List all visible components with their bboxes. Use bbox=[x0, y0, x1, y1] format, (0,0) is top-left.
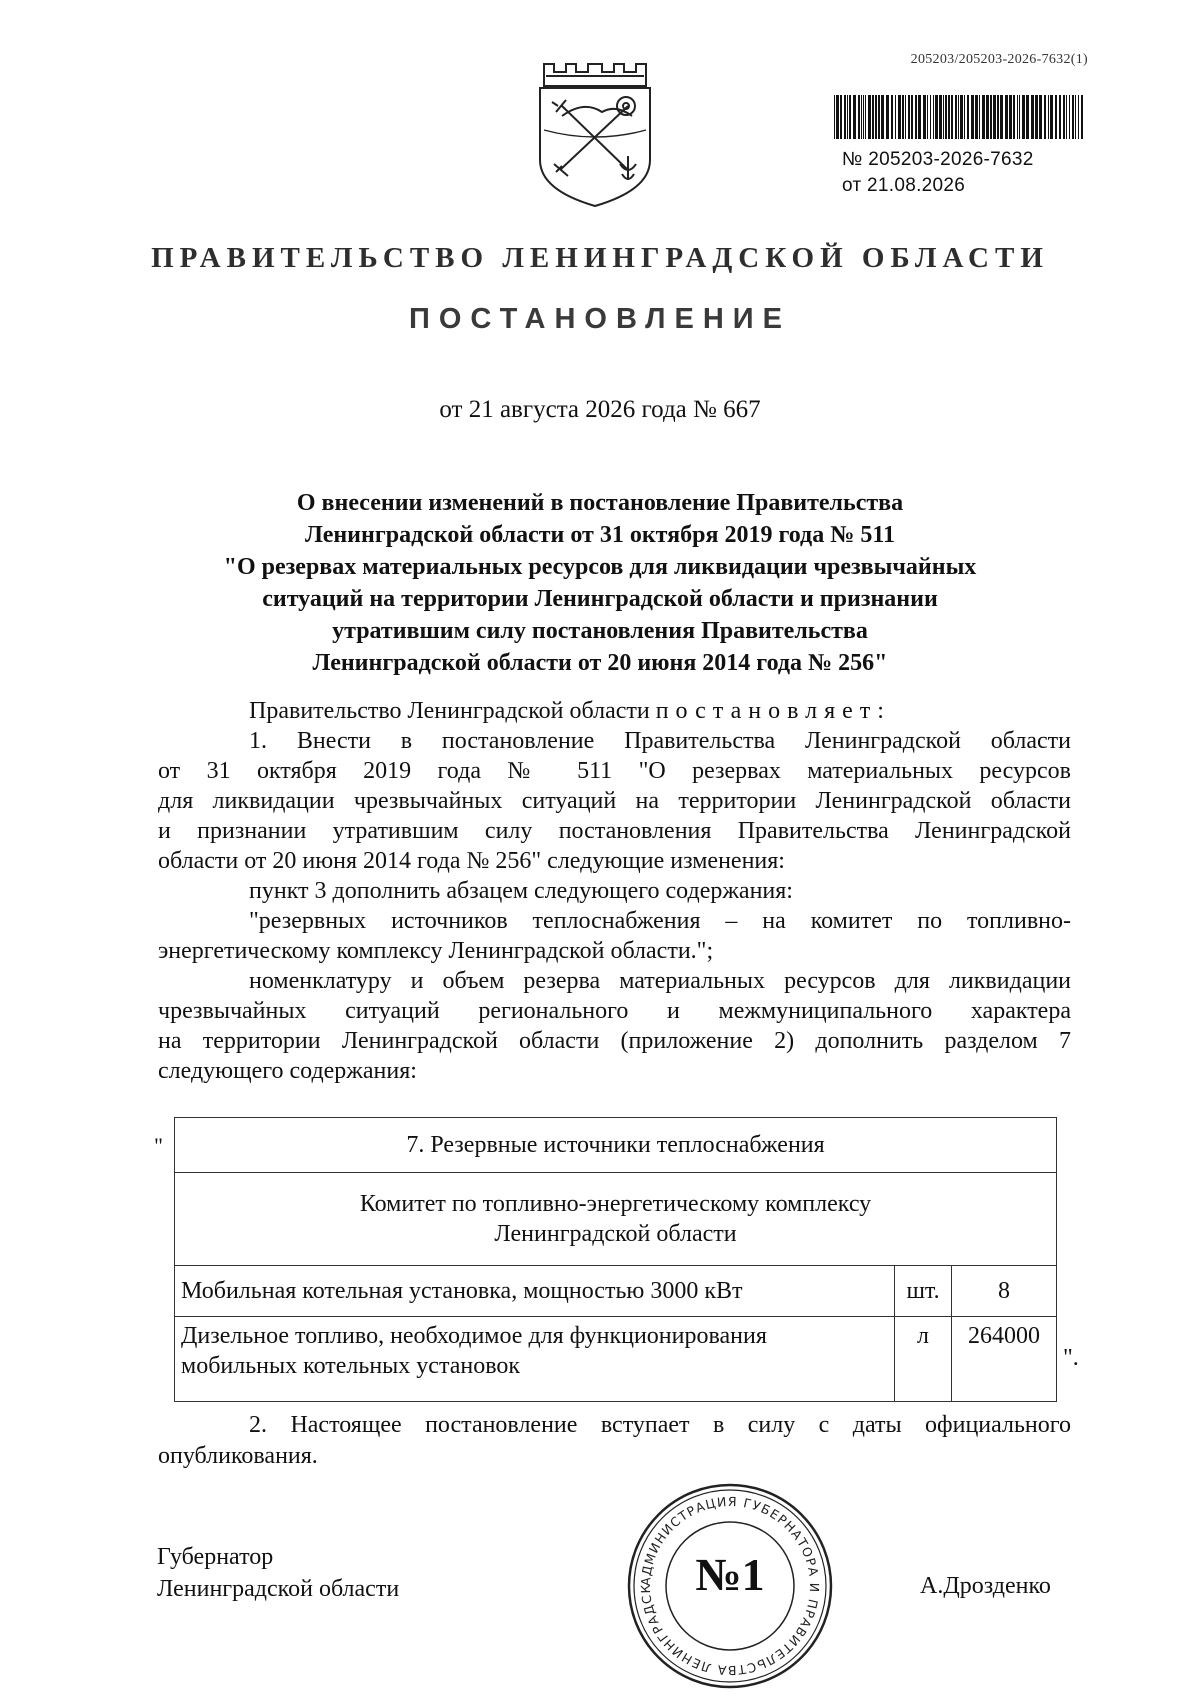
subject-line: "О резервах материальных ресурсов для ликвидации чрезвычайных bbox=[223, 554, 977, 580]
table-row bbox=[175, 1118, 1057, 1173]
barcode-bar bbox=[1039, 95, 1042, 139]
nomenclature-paragraph-line: номенклатуру и объем резерва материальных ресурсов для ликвидации bbox=[249, 968, 1071, 994]
barcode-bar bbox=[1048, 95, 1049, 139]
subject-line: Ленинградской области от 31 октября 2019 года № 511 bbox=[304, 522, 895, 548]
barcode-bar bbox=[844, 95, 846, 139]
barcode-bar bbox=[964, 95, 965, 139]
registration-number: № 205203-2026-7632 bbox=[842, 149, 1034, 170]
signer-position bbox=[157, 1541, 399, 1605]
barcode-bar bbox=[1072, 95, 1074, 139]
stamp-number: №1 bbox=[695, 1549, 765, 1600]
barcode bbox=[832, 95, 1086, 139]
nomenclature-paragraph-line: на территории Ленинградской области (приложение 2) дополнить разделом 7 bbox=[158, 1028, 1071, 1054]
official-stamp bbox=[626, 1482, 834, 1690]
barcode-bar bbox=[955, 95, 957, 139]
barcode-bar bbox=[982, 95, 985, 139]
barcode-bar bbox=[948, 95, 950, 139]
subject-line: О внесении изменений в постановление Правительства bbox=[296, 490, 904, 516]
nomenclature-paragraph-line: чрезвычайных ситуаций регионального и межмуниципального характера bbox=[158, 998, 1071, 1024]
barcode-bar bbox=[865, 95, 866, 139]
paragraph-2-line: 2. Настоящее постановление вступает в силу с даты официального bbox=[249, 1412, 1071, 1438]
barcode-bar bbox=[836, 95, 839, 139]
table-quote-close: ". bbox=[1063, 1345, 1079, 1371]
document-id: 205203/205203-2026-7632(1) bbox=[910, 52, 1088, 67]
amendment-table bbox=[174, 1117, 1057, 1402]
barcode-bar bbox=[943, 95, 944, 139]
barcode-bar bbox=[908, 95, 910, 139]
barcode-bar bbox=[1031, 95, 1034, 139]
barcode-bar bbox=[927, 95, 928, 139]
government-title: ПРАВИТЕЛЬСТВО ЛЕНИНГРАДСКОЙ ОБЛАСТИ bbox=[151, 242, 1049, 274]
barcode-bar bbox=[1081, 95, 1083, 139]
table-quote-open: " bbox=[154, 1133, 163, 1158]
barcode-bar bbox=[863, 95, 864, 139]
paragraph-1-line: 1. Внести в постановление Правительства Ленинградской области bbox=[249, 728, 1071, 754]
barcode-bar bbox=[872, 95, 874, 139]
paragraph-2-line: опубликования. bbox=[158, 1443, 318, 1469]
quoted-paragraph-line: энергетическому комплексу Ленинградской области."; bbox=[158, 938, 714, 964]
barcode-bar bbox=[840, 95, 842, 139]
document-date-number: от 21 августа 2026 года № 667 bbox=[439, 396, 761, 423]
barcode-bar bbox=[861, 95, 862, 139]
barcode-bar bbox=[997, 95, 999, 139]
barcode-bar bbox=[918, 95, 921, 139]
barcode-bar bbox=[1066, 95, 1067, 139]
committee-cell bbox=[175, 1173, 1057, 1266]
barcode-bar bbox=[847, 95, 848, 139]
barcode-bar bbox=[933, 95, 934, 139]
point-3-paragraph: пункт 3 дополнить абзацем следующего содержания: bbox=[249, 878, 793, 904]
table-row bbox=[175, 1173, 1057, 1266]
barcode-bar bbox=[1063, 95, 1065, 139]
section-heading-cell: 7. Резервные источники теплоснабжения bbox=[175, 1118, 1057, 1173]
barcode-bar bbox=[945, 95, 947, 139]
subject-line: утратившим силу постановления Правительства bbox=[332, 618, 868, 644]
barcode-bar bbox=[1013, 95, 1015, 139]
barcode-bar bbox=[1026, 95, 1029, 139]
subject-line: Ленинградской области от 20 июня 2014 года № 256" bbox=[312, 650, 888, 676]
barcode-bar bbox=[886, 95, 889, 139]
barcode-bar bbox=[1050, 95, 1053, 139]
barcode-bar bbox=[849, 95, 851, 139]
barcode-bar bbox=[1078, 95, 1079, 139]
item-line: Дизельное топливо, необходимое для функционирования bbox=[181, 1323, 767, 1349]
quoted-paragraph-line: "резервных источников теплоснабжения – на комитет по топливно- bbox=[249, 908, 1071, 934]
paragraph-1-line: от 31 октября 2019 года № 511 "О резервах материальных ресурсов bbox=[158, 758, 1071, 784]
barcode-bar bbox=[993, 95, 996, 139]
barcode-bar bbox=[915, 95, 917, 139]
signer-position-line: Губернатор bbox=[157, 1544, 274, 1570]
barcode-bar bbox=[1009, 95, 1012, 139]
signer-position-line: Ленинградской области bbox=[157, 1576, 400, 1602]
preamble-subject: Правительство Ленинградской области bbox=[249, 698, 650, 724]
paragraph-1-line: и признании утратившим силу постановления Правительства Ленинградской bbox=[158, 818, 1071, 844]
barcode-bar bbox=[902, 95, 904, 139]
table-row bbox=[175, 1317, 1057, 1402]
barcode-bar bbox=[895, 95, 896, 139]
item-cell bbox=[175, 1266, 895, 1317]
barcode-bar bbox=[878, 95, 880, 139]
barcode-bar bbox=[979, 95, 980, 139]
item-line: Мобильная котельная установка, мощностью 3000 кВт bbox=[181, 1278, 743, 1304]
paragraph-1-line: области от 20 июня 2014 года № 256" следующие изменения: bbox=[158, 848, 785, 874]
barcode-bar bbox=[905, 95, 906, 139]
barcode-bar bbox=[1059, 95, 1061, 139]
barcode-bar bbox=[1019, 95, 1020, 139]
barcode-bar bbox=[853, 95, 856, 139]
barcode-bar bbox=[967, 95, 969, 139]
barcode-bar bbox=[990, 95, 992, 139]
barcode-bar bbox=[923, 95, 926, 139]
barcode-bar bbox=[1000, 95, 1003, 139]
barcode-bar bbox=[1017, 95, 1018, 139]
item-cell bbox=[175, 1317, 895, 1402]
barcode-bar bbox=[875, 95, 877, 139]
barcode-bar bbox=[834, 95, 835, 139]
table-row bbox=[175, 1266, 1057, 1317]
barcode-bar bbox=[1005, 95, 1008, 139]
registration-date: от 21.08.2026 bbox=[842, 175, 966, 196]
barcode-bar bbox=[911, 95, 913, 139]
preamble bbox=[249, 696, 891, 726]
barcode-bar bbox=[960, 95, 963, 139]
committee-line: Комитет по топливно-энергетическому комплексу bbox=[359, 1191, 872, 1217]
unit-cell: шт. bbox=[895, 1266, 952, 1317]
barcode-bar bbox=[930, 95, 931, 139]
barcode-bar bbox=[1022, 95, 1025, 139]
barcode-bar bbox=[1075, 95, 1076, 139]
barcode-bar bbox=[951, 95, 953, 139]
signer-name: А.Дрозденко bbox=[920, 1573, 1051, 1599]
barcode-bar bbox=[958, 95, 959, 139]
nomenclature-paragraph-line: следующего содержания: bbox=[158, 1058, 417, 1084]
coat-of-arms-emblem bbox=[532, 60, 658, 210]
barcode-bar bbox=[891, 95, 893, 139]
paragraph-1-line: для ликвидации чрезвычайных ситуаций на территории Ленинградской области bbox=[158, 788, 1071, 814]
barcode-bar bbox=[986, 95, 989, 139]
quantity-cell: 8 bbox=[952, 1266, 1057, 1317]
barcode-bar bbox=[1069, 95, 1070, 139]
document-type: ПОСТАНОВЛЕНИЕ bbox=[409, 303, 791, 335]
registration-block bbox=[832, 95, 1086, 205]
barcode-bar bbox=[881, 95, 884, 139]
barcode-bar bbox=[935, 95, 938, 139]
barcode-bar bbox=[858, 95, 860, 139]
barcode-bar bbox=[1055, 95, 1057, 139]
barcode-bar bbox=[898, 95, 901, 139]
item-line: мобильных котельных установок bbox=[181, 1353, 521, 1379]
subject-line: ситуаций на территории Ленинградской области и признании bbox=[262, 586, 938, 612]
unit-cell: л bbox=[895, 1317, 952, 1402]
preamble-verb: постановляет: bbox=[655, 698, 891, 724]
barcode-bar bbox=[975, 95, 978, 139]
barcode-bar bbox=[1044, 95, 1046, 139]
document-subject bbox=[150, 487, 1050, 679]
stamp-ring-text: АДМИНИСТРАЦИЯ ГУБЕРНАТОРА И ПРАВИТЕЛЬСТВА ЛЕНИНГРАДСК bbox=[637, 1493, 823, 1679]
quantity-cell: 264000 bbox=[952, 1317, 1057, 1402]
barcode-bar bbox=[868, 95, 871, 139]
committee-line: Ленинградской области bbox=[494, 1221, 737, 1247]
barcode-bar bbox=[939, 95, 942, 139]
barcode-bar bbox=[971, 95, 974, 139]
barcode-bar bbox=[1035, 95, 1038, 139]
